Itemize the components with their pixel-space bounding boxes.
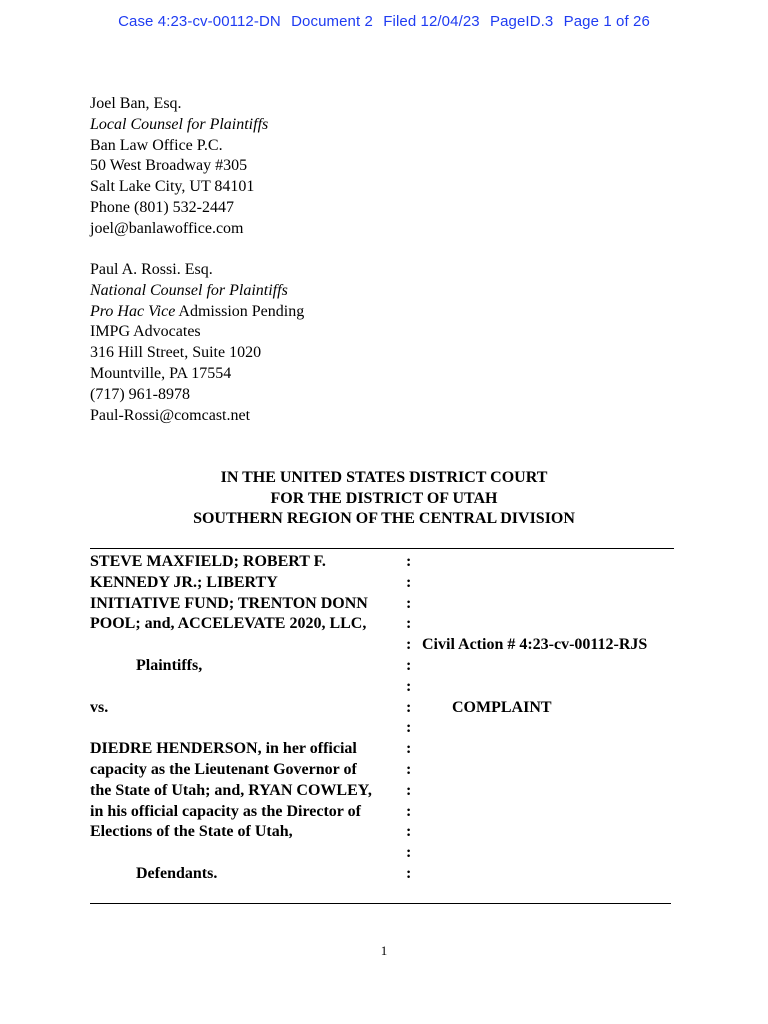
- counsel-email: Paul-Rossi@comcast.net: [90, 406, 251, 424]
- colon: :: [406, 656, 412, 674]
- pro-hac-vice-status: Admission Pending: [175, 302, 305, 320]
- pro-hac-vice-line: [90, 302, 304, 323]
- defendants-line: in his official capacity as the Director of: [90, 802, 361, 820]
- counsel-name: Joel Ban, Esq.: [90, 95, 182, 112]
- page-number: 1: [380, 943, 388, 958]
- versus: vs.: [90, 698, 109, 716]
- colon: :: [406, 760, 412, 778]
- national-counsel-block: [90, 260, 304, 426]
- case-number: Case 4:23-cv-00112-DN: [118, 13, 281, 30]
- colon: :: [406, 719, 412, 737]
- counsel-email: joel@banlawoffice.com: [90, 219, 244, 237]
- court-heading: [0, 468, 768, 530]
- counsel-address-line2: Salt Lake City, UT 84101: [90, 178, 255, 196]
- colon: :: [406, 781, 412, 799]
- plaintiffs-line: POOL; and, ACCELEVATE 2020, LLC,: [90, 615, 367, 633]
- page-id: PageID.3: [490, 13, 554, 30]
- counsel-name: Paul A. Rossi. Esq.: [90, 261, 213, 278]
- colon: :: [406, 864, 412, 882]
- colon: :: [406, 802, 412, 820]
- caption-top-rule: [90, 548, 674, 549]
- court-line-2: FOR THE DISTRICT OF UTAH: [270, 489, 498, 507]
- document-number: Document 2: [291, 13, 373, 30]
- page-count: Page 1 of 26: [563, 13, 650, 30]
- counsel-address-line2: Mountville, PA 17554: [90, 364, 232, 382]
- colon: :: [406, 698, 412, 716]
- counsel-role: National Counsel for Plaintiffs: [90, 281, 288, 299]
- colon-column: [406, 552, 418, 885]
- counsel-role: Local Counsel for Plaintiffs: [90, 115, 269, 133]
- colon: :: [406, 677, 412, 695]
- civil-action-number: Civil Action # 4:23-cv-00112-RJS: [422, 636, 648, 654]
- plaintiffs-line: INITIATIVE FUND; TRENTON DONN: [90, 594, 368, 612]
- spacer: [90, 843, 405, 864]
- colon: :: [406, 844, 412, 862]
- counsel-firm: IMPG Advocates: [90, 323, 201, 341]
- colon: :: [406, 823, 412, 841]
- colon: :: [406, 573, 412, 591]
- court-line-3: SOUTHERN REGION OF THE CENTRAL DIVISION: [193, 510, 575, 527]
- counsel-phone: Phone (801) 532-2447: [90, 198, 234, 216]
- counsel-phone: (717) 961-8978: [90, 385, 190, 403]
- pro-hac-vice-italic: Pro Hac Vice: [90, 302, 176, 320]
- document-title: COMPLAINT: [452, 698, 552, 716]
- counsel-address-line1: 50 West Broadway #305: [90, 157, 248, 175]
- plaintiffs-label: Plaintiffs,: [136, 656, 203, 674]
- colon: :: [406, 636, 412, 654]
- parties-column: [90, 552, 405, 885]
- defendants-line: Elections of the State of Utah,: [90, 823, 293, 841]
- defendants-line: the State of Utah; and, RYAN COWLEY,: [90, 781, 372, 799]
- defendants-label: Defendants.: [136, 864, 218, 882]
- local-counsel-block: [90, 94, 268, 240]
- colon: :: [406, 594, 412, 612]
- counsel-firm: Ban Law Office P.C.: [90, 136, 223, 154]
- colon: :: [406, 553, 412, 570]
- caption-bottom-rule: [90, 903, 671, 904]
- colon: :: [406, 615, 412, 633]
- plaintiffs-line: KENNEDY JR.; LIBERTY: [90, 573, 278, 591]
- spacer: [90, 635, 405, 656]
- spacer: [90, 677, 405, 698]
- colon: :: [406, 740, 412, 758]
- ecf-header: [0, 13, 768, 30]
- defendants-line: DIEDRE HENDERSON, in her official: [90, 740, 357, 758]
- counsel-address-line1: 316 Hill Street, Suite 1020: [90, 344, 262, 362]
- plaintiffs-line: STEVE MAXFIELD; ROBERT F.: [90, 553, 326, 570]
- spacer: [90, 718, 405, 739]
- defendants-line: capacity as the Lieutenant Governor of: [90, 760, 357, 778]
- court-line-1: IN THE UNITED STATES DISTRICT COURT: [220, 469, 548, 486]
- filed-date: Filed 12/04/23: [383, 13, 480, 30]
